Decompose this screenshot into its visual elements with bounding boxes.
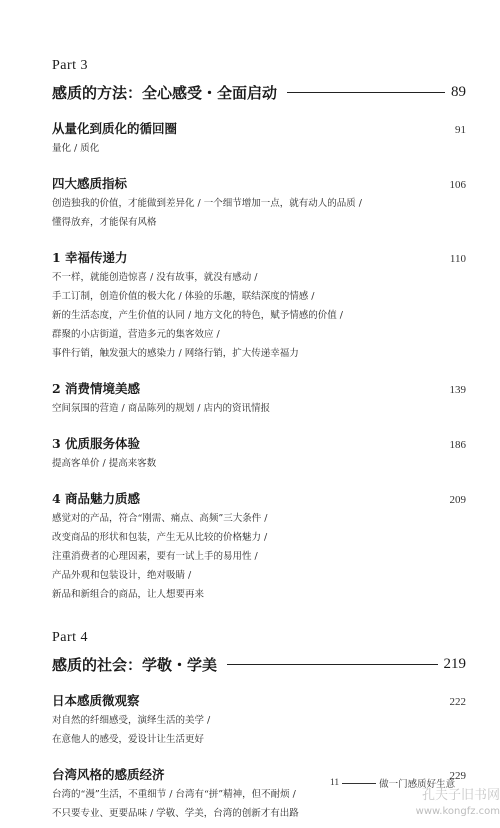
section-subtopics [52, 399, 466, 418]
subtopic-line: 新的生活态度，产生价值的认同 / 地方文化的特色，赋予情感的价值 / [52, 310, 343, 321]
section-title: 2 消费情境美感 [52, 381, 141, 396]
part-3 [52, 58, 466, 604]
section-page-number: 110 [449, 253, 466, 265]
section-subtopics [52, 509, 466, 604]
toc-section [52, 248, 466, 363]
subtopic-line: 群聚的小店街道，营造多元的集客效应 / [52, 329, 220, 340]
subtopic-line: 空间氛围的营造 / 商品陈列的规划 / 店内的资讯情报 [52, 403, 270, 414]
section-subtopics [52, 268, 466, 363]
part-title: 感质的方法：全心感受・全面启动 [52, 83, 278, 102]
subtopic-line: 不只要专业、更要品味 / 学敬、学美，台湾的创新才有出路 [52, 808, 299, 819]
leader-line [287, 92, 445, 93]
subtopic-line: 注重消费者的心理因素，要有一试上手的易用性 / [52, 551, 258, 562]
subtopic-line: 改变商品的形状和包装，产生无从比较的价格魅力 / [52, 532, 268, 543]
section-title: 四大感质指标 [52, 176, 128, 191]
section-page-number: 222 [449, 696, 466, 708]
part-page-number: 219 [443, 655, 466, 672]
footer-book-title: 做一门感质好生意 [379, 779, 456, 790]
part-label: Part 4 [52, 630, 89, 645]
section-subtopics [52, 194, 466, 232]
footer-rule [342, 783, 376, 784]
section-page-number: 209 [449, 494, 466, 506]
section-title: 台湾风格的感质经济 [52, 767, 165, 782]
subtopic-line: 对自然的纤细感受，演绎生活的美学 / [52, 715, 211, 726]
subtopic-line: 感觉对的产品，符合“刚需、痛点、高频”三大条件 / [52, 513, 268, 524]
table-of-contents [52, 58, 466, 823]
subtopic-line: 事件行销，触发强大的感染力 / 网络行销，扩大传递幸福力 [52, 348, 299, 359]
section-page-number: 139 [449, 384, 466, 396]
watermark-url: www.kongfz.com [415, 806, 500, 817]
toc-section [52, 119, 466, 158]
toc-section [52, 489, 466, 604]
part-title-row [52, 653, 466, 675]
part-page-number: 89 [451, 83, 466, 100]
subtopic-line: 提高客单价 / 提高来客数 [52, 458, 157, 469]
subtopic-line: 产品外观和包装设计，绝对吸睛 / [52, 570, 192, 581]
part-title-row [52, 81, 466, 103]
toc-section [52, 379, 466, 418]
toc-section [52, 434, 466, 473]
subtopic-line: 创造独我的价值，才能做到差异化 / 一个细节增加一点，就有动人的品质 / [52, 198, 362, 209]
section-page-number: 229 [449, 770, 466, 782]
toc-section [52, 691, 466, 749]
section-page-number: 186 [449, 439, 466, 451]
section-page-number: 91 [455, 124, 466, 136]
watermark [340, 788, 500, 820]
subtopic-line: 不一样，就能创造惊喜 / 没有故事，就没有感动 / [52, 272, 258, 283]
section-title: 日本感质微观察 [52, 693, 140, 708]
section-title: 从量化到质化的循回圈 [52, 121, 178, 136]
subtopic-line: 手工订制，创造价值的极大化 / 体验的乐趣，联结深度的情感 / [52, 291, 315, 302]
section-title: 3 优质服务体验 [52, 436, 141, 451]
part-label: Part 3 [52, 58, 89, 73]
subtopic-line: 台湾的“漫”生活，不重细节 / 台湾有“拼”精神，但不耐烦 / [52, 789, 296, 800]
subtopic-line: 量化 / 质化 [52, 143, 100, 154]
section-subtopics [52, 711, 466, 749]
section-subtopics [52, 454, 466, 473]
subtopic-line: 懂得放弃，才能保有风格 [52, 217, 157, 228]
watermark-text: 孔夫子旧书网 [421, 788, 500, 803]
footer-page-number: 11 [330, 778, 340, 788]
part-title: 感质的社会：学敬・学美 [52, 655, 218, 674]
section-title: 4 商品魅力质感 [52, 491, 141, 506]
toc-section [52, 174, 466, 232]
subtopic-line: 新品和新组合的商品，让人想要再来 [52, 589, 205, 600]
section-page-number: 106 [449, 179, 466, 191]
subtopic-line: 在意他人的感受，爱设计让生活更好 [52, 734, 205, 745]
section-subtopics [52, 139, 466, 158]
leader-line [227, 664, 437, 665]
section-title: 1 幸福传递力 [52, 250, 128, 265]
